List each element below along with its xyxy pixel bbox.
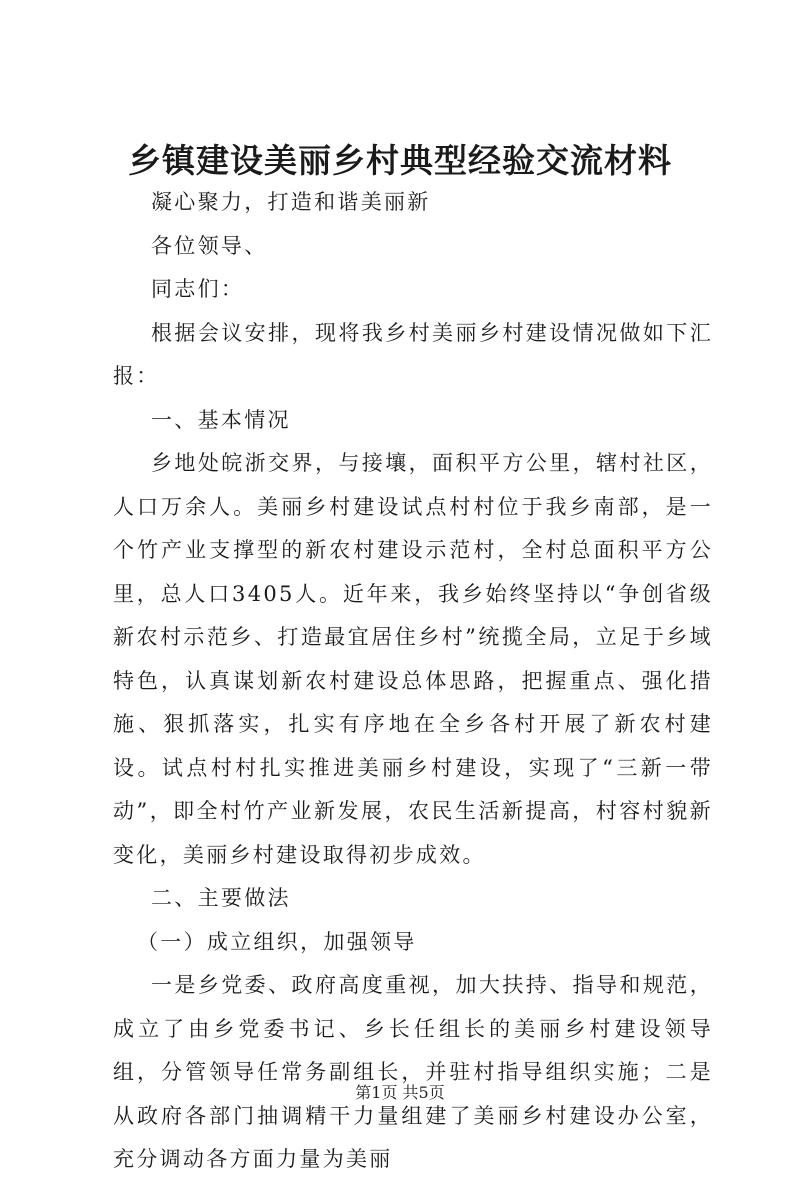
paragraph-salutation-2: 同志们：: [151, 277, 245, 301]
page-number-footer: 第1页 共5页: [355, 1083, 445, 1102]
paragraph-organization: 一是乡党委、政府高度重视，加大扶持、指导和规范，成立了由乡党委书记、乡长任组长的美丽乡村建设领导组，分管领导任常务副组长，并驻村指导组织实施；二是从政府各部门抽调精干力量组建了美丽乡村建设办公室，充分调动各方面力量为美丽: [113, 973, 713, 1171]
paragraph-salutation-1: 各位领导、: [151, 233, 268, 258]
document-title: 乡镇建设美丽乡村典型经验交流材料: [128, 141, 672, 180]
section-heading-1: 一、基本情况: [151, 407, 291, 432]
paragraph-subtitle: 凝心聚力，打造和谐美丽新: [151, 190, 431, 214]
document-body: [113, 181, 713, 1182]
paragraph-basic-situation: 乡地处皖浙交界，与接壤，面积平方公里，辖村社区，人口万余人。美丽乡村建设试点村村位于我乡南部，是一个竹产业支撑型的新农村建设示范村，全村总面积平方公里，总人口3405人。近年来，我乡始终坚持以“争创省级新农村示范乡、打造最宜居住乡村”统揽全局，立足于乡域特色，认真谋划新农村建设总体思路，把握重点、强化措施、狠抓落实，扎实有序地在全乡各村开展了新农村建设。试点村村扎实推进美丽乡村建设，实现了“三新一带动”，即全村竹产业新发展，农民生活新提高，村容村貌新变化，美丽乡村建设取得初步成效。: [113, 451, 713, 867]
subsection-heading-1: （一）成立组织，加强领导: [137, 929, 417, 954]
paragraph-intro: 根据会议安排，现将我乡村美丽乡村建设情况做如下汇报：: [113, 320, 713, 388]
section-heading-2: 二、主要做法: [151, 886, 291, 910]
